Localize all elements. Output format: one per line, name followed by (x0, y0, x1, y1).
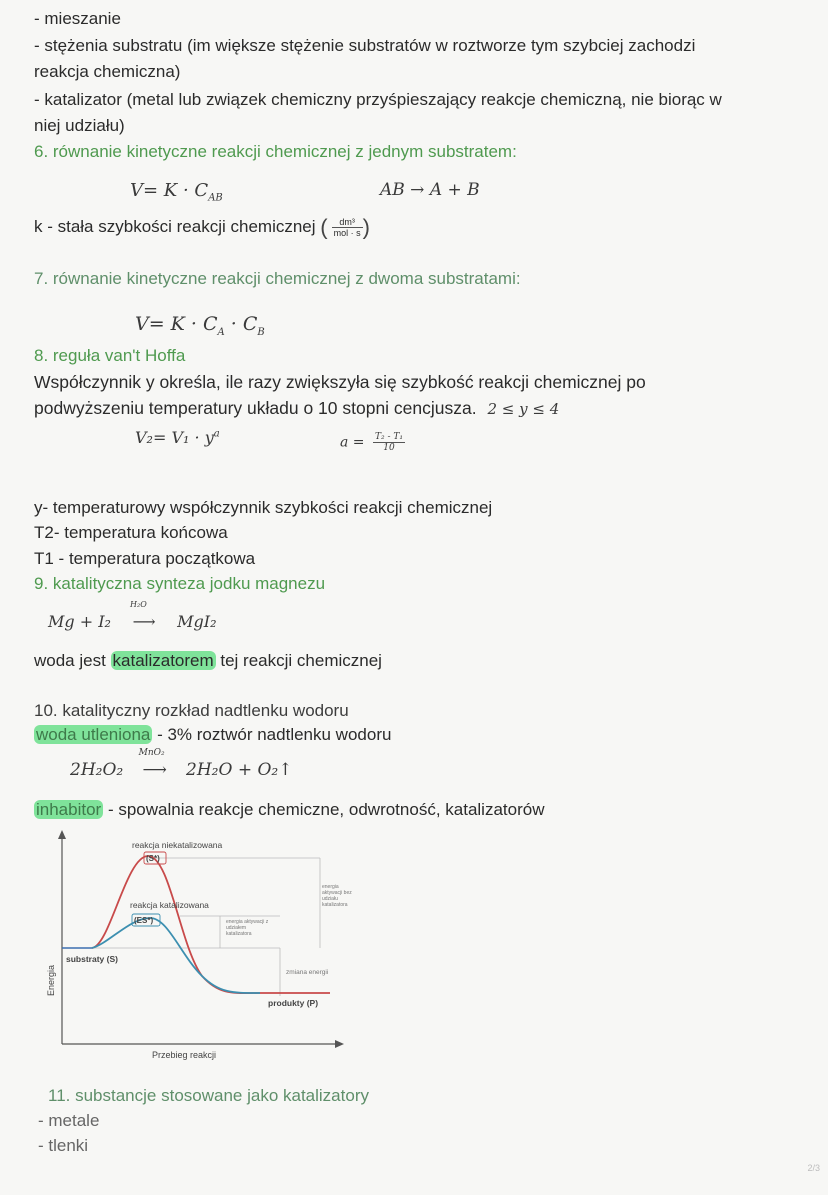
list-item: - metale (38, 1111, 100, 1130)
energy-change-label: zmiana energii (286, 969, 329, 976)
highlighted-term: woda utleniona (36, 725, 151, 744)
highlighted-term: katalizatorem (112, 651, 214, 670)
x-axis-label: Przebieg reakcji (152, 1050, 217, 1060)
handwritten-formula: $V_2= V_1 \cdot y^a$ (135, 428, 220, 447)
x-axis-arrow (335, 1040, 344, 1048)
section-heading: 7. równanie kinetyczne reakcji chemicznej z dwoma substratami: (34, 269, 521, 288)
handwritten-reaction: AB → A + B (380, 180, 480, 200)
activation-catalyzed-label: energia aktywacji z (226, 919, 269, 925)
s-star-label: (S*) (146, 854, 160, 863)
text-line: podwyższeniu temperatury układu o 10 stopni cencjusza. 2 ≤ y ≤ 4 (34, 398, 560, 418)
text-line: - stężenia substratu (im większe stężenie substratów w roztworze tym szybciej zachodzi (34, 36, 696, 55)
section-heading: 10. katalityczny rozkład nadtlenku wodoru (34, 701, 349, 720)
activation-uncatalyzed-label: udziału (322, 896, 338, 902)
y-axis-arrow (58, 830, 66, 839)
uncatalyzed-label: reakcja niekatalizowana (132, 840, 223, 850)
activation-uncatalyzed-label: energia (322, 884, 339, 890)
handwritten-exponent-formula: a = $\frac{\text{T₂ - T₁}}{10}$ (340, 432, 403, 453)
section-heading: 6. równanie kinetyczne reakcji chemicznej z jednym substratem: (34, 142, 517, 161)
text-line: - mieszanie (34, 9, 121, 28)
catalyzed-label: reakcja katalizowana (130, 900, 209, 910)
text-line: inhabitor - spowalnia reakcje chemiczne, odwrotność, katalizatorów (36, 800, 545, 819)
text-line: woda jest katalizatorem tej reakcji chemicznej (34, 651, 382, 670)
highlighted-term: inhabitor (36, 800, 102, 819)
page-number: 2/3 (807, 1163, 820, 1173)
handwritten-reaction: Mg + I₂ H₂O ⟶ MgI₂ (48, 600, 217, 631)
text-line: niej udziału) (34, 116, 125, 135)
es-star-label: (ES*) (134, 916, 154, 925)
energy-diagram (30, 826, 360, 1066)
products-label: produkty (P) (268, 998, 319, 1008)
handwritten-reaction: 2H₂O₂ MnO₂ ⟶ 2H₂O + O₂↑ (70, 748, 293, 780)
list-item: - tlenki (38, 1136, 89, 1155)
text-line: Współczynnik y określa, ile razy zwiększyła się szybkość reakcji chemicznej po (34, 372, 646, 392)
text-line: - katalizator (metal lub związek chemiczny przyśpieszający reakcje chemiczną, nie biorąc w (34, 90, 722, 109)
handwritten-formula: $V= K \cdot C_{AB}$ (130, 180, 223, 204)
text-line: T2- temperatura końcowa (34, 523, 228, 542)
activation-catalyzed-label: katalizatora (226, 931, 252, 937)
text-line: woda utleniona - 3% roztwór nadtlenku wodoru (36, 725, 392, 744)
activation-uncatalyzed-label: katalizatora (322, 902, 348, 908)
handwritten-formula: $V= K \cdot C_A \cdot C_B$ (135, 313, 265, 338)
substrates-label: substraty (S) (66, 954, 118, 964)
text-line: T1 - temperatura początkowa (34, 549, 256, 568)
y-axis-label: Energia (46, 964, 56, 996)
text-line: reakcja chemiczna) (34, 62, 181, 81)
unit-fraction: $\frac{\text{dm³}}{\text{mol · s}}$ (333, 217, 361, 239)
section-heading: 8. reguła van't Hoffa (34, 346, 186, 365)
text-line: y- temperaturowy współczynnik szybkości reakcji chemicznej (34, 498, 493, 517)
activation-uncatalyzed-label: aktywacji bez (322, 890, 352, 896)
section-heading: 9. katalityczna synteza jodku magnezu (34, 574, 326, 593)
activation-catalyzed-label: udziałem (226, 925, 247, 931)
k-definition: k - stała szybkości reakcji chemicznej ( $\frac{\text{dm³}}{\text{mol · s}}$ ) (34, 214, 370, 240)
section-heading: 11. substancje stosowane jako katalizatory (48, 1086, 369, 1105)
